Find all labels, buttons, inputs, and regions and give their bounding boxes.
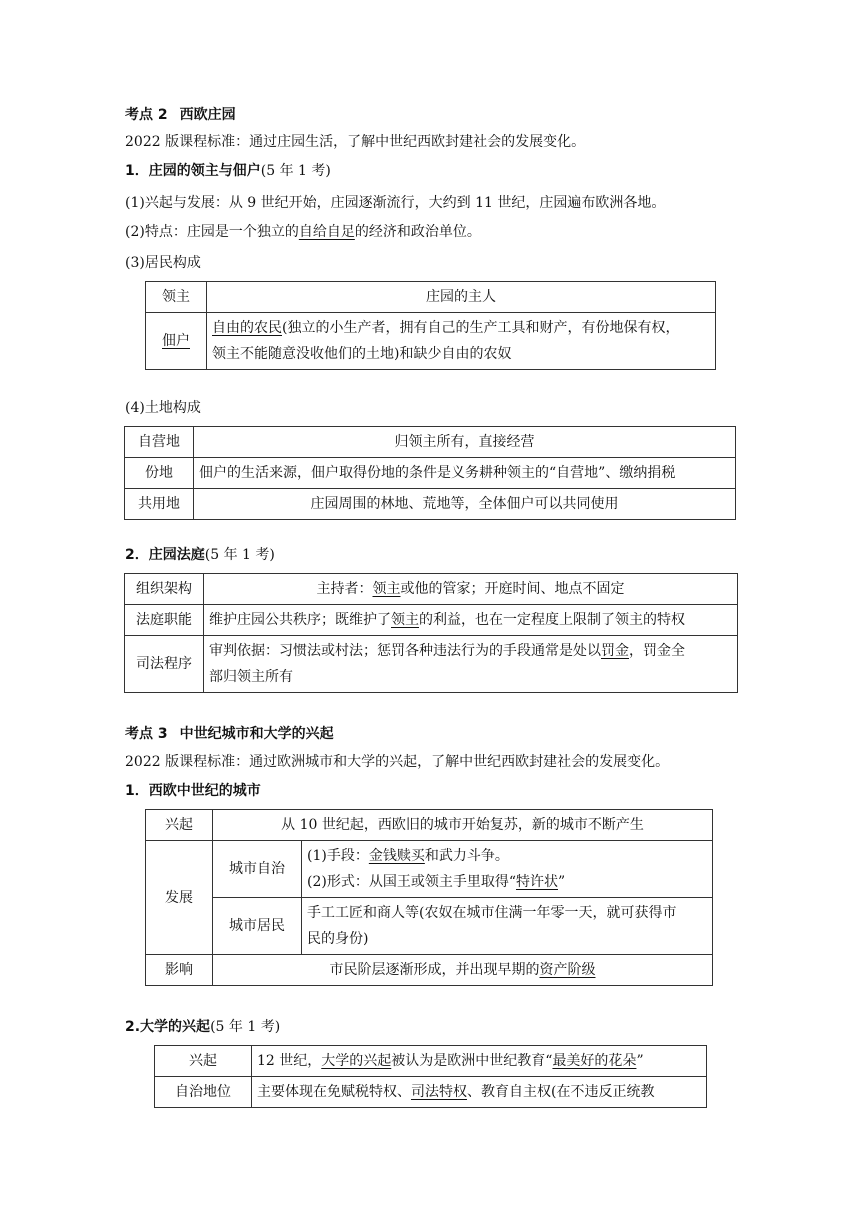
curriculum-standard: 2022 版课程标准：通过庄园生活，了解中世纪西欧封建社会的发展变化。 <box>125 134 586 150</box>
city-table: 兴起 从 10 世纪起，西欧旧的城市开始复苏，新的城市不断产生 发展 城市自治 (1)手段：金钱赎买和武力斗争。 (2)形式：从国王或领主手里取得“特许状” 城市居民 手工工匠和商人等(农奴在城市住满一年零一天，就可获得市 民的身份) 影响 市民阶层逐渐形成，并出现早期的资产阶级 <box>145 809 713 986</box>
curriculum-standard: 2022 版课程标准：通过欧洲城市和大学的兴起，了解中世纪西欧封建社会的发展变化。 <box>125 754 670 770</box>
section-heading-kp2: 考点 2 西欧庄园 <box>125 107 236 123</box>
subsection-title: 2．庄园法庭(5 年 1 考) <box>125 547 275 563</box>
section-heading-kp3: 考点 3 中世纪城市和大学的兴起 <box>125 726 334 742</box>
land-table: 自营地 归领主所有，直接经营 份地 佃户的生活来源，佃户取得份地的条件是义务耕种领主的“自营地”、缴纳捐税 共用地 庄园周围的林地、荒地等，全体佃户可以共同使用 <box>124 426 736 520</box>
residents-table: 领主 庄园的主人 佃户 自由的农民(独立的小生产者，拥有自己的生产工具和财产，有份地保有权， 领主不能随意没收他们的土地)和缺少自由的农奴 <box>145 281 716 370</box>
paragraph: (3)居民构成 <box>125 255 201 271</box>
subsection-title: 1．西欧中世纪的城市 <box>125 783 261 799</box>
court-table: 组织架构 主持者：领主或他的管家；开庭时间、地点不固定 法庭职能 维护庄园公共秩序；既维护了领主的利益，也在一定程度上限制了领主的特权 司法程序 审判依据：习惯法或村法；惩罚各种违法行为的手段通常是处以罚金，罚金全 部归领主所有 <box>124 573 738 693</box>
university-table: 兴起 12 世纪，大学的兴起被认为是欧洲中世纪教育“最美好的花朵” 自治地位 主要体现在免赋税特权、司法特权、教育自主权(在不违反正统教 <box>154 1045 707 1108</box>
paragraph: (4)土地构成 <box>125 400 201 416</box>
paragraph: (2)特点：庄园是一个独立的自给自足的经济和政治单位。 <box>125 224 481 240</box>
paragraph: (1)兴起与发展：从 9 世纪开始，庄园逐渐流行，大约到 11 世纪，庄园遍布欧洲各地。 <box>125 195 666 211</box>
subsection-title: 2.大学的兴起(5 年 1 考) <box>125 1019 281 1035</box>
subsection-title: 1．庄园的领主与佃户(5 年 1 考) <box>125 163 331 179</box>
